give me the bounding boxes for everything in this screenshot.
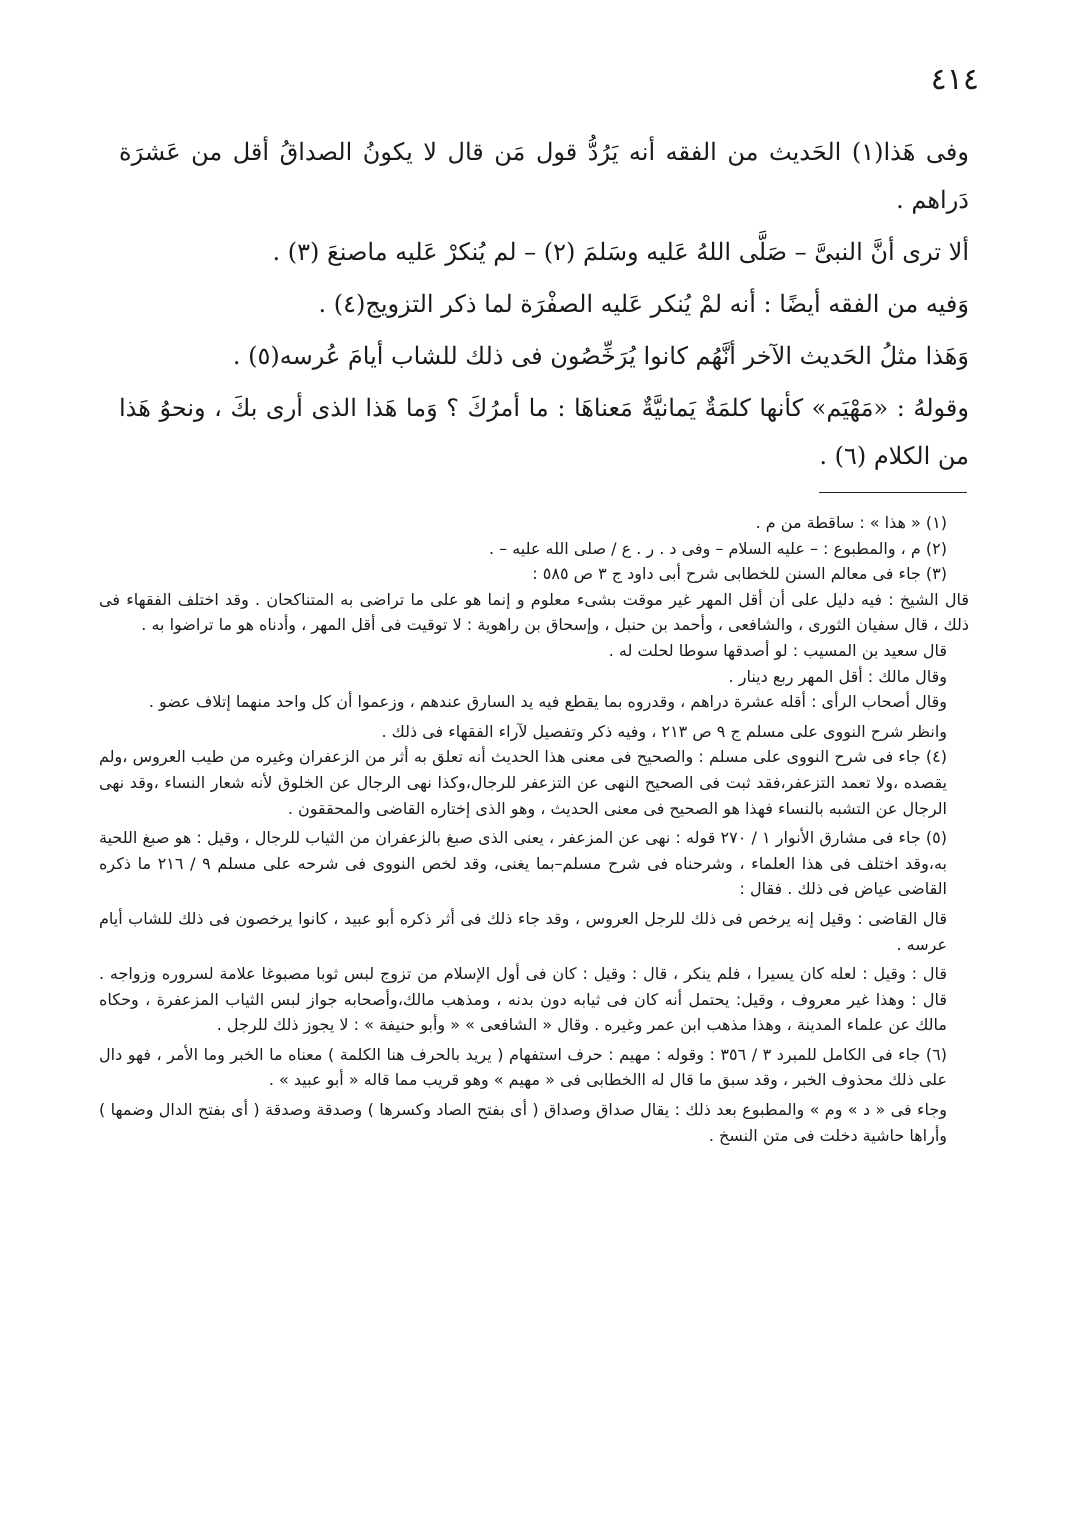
footnote-3-text: قال الشيخ : فيه دليل على أن أقل المهر غير موقت بشىء معلوم و إنما هو على ما تراضى به المتناكحان . وقد اختلف الفقهاء فى ذلك ، قال سفيان الثورى ، والشافعى ، وأحمد بن حنبل ، وإسحاق بن راهوية : لا توقيت فى أقل المهر ، وأدناه هو ما تراضوا به . [99, 589, 969, 635]
footnote-6: (٦) جاء فى الكامل للمبرد ٣ / ٣٥٦ : وقوله : مهيم : حرف استفهام ( يريد بالحرف هنا الكلمة ) معناه ما الخبر وما الأمر ، فهو دال على ذلك محذوف الخبر ، وقد سبق ما قال له االخطابى فى « مهيم » وهو قريب مما قاله « أبو عبيد » . [99, 1044, 948, 1090]
footnote-1: (١) « هذا » : ساقطة من م . [755, 513, 947, 532]
main-paragraph-2: ألا ترى أنَّ النبىَّ – صَلَّى اللهُ عَليه وسَلمَ (٢) – لم يُنكرْ عَليه ماصنعَ (٣) . [272, 238, 969, 266]
main-text-block [119, 128, 969, 480]
main-paragraph-3: وَفيه من الفقه أيضًا : أنه لمْ يُنكر عَليه الصفْرَة لما ذكر التزويج(٤) . [318, 290, 969, 318]
footnote-3-quote-3: وقال أصحاب الرأى : أقله عشرة دراهم ، وقدروه بما يقطع فيه يد السارق عندهم ، وزعموا أن كل واحد منهما إتلاف عضو . [148, 692, 947, 712]
footnote-3-reference: وانظر شرح النووى على مسلم ج ٩ ص ٢١٣ ، وفيه ذكر وتفصيل لآراء الفقهاء فى ذلك . [381, 721, 947, 741]
main-paragraph-1: وفى هَذا(١) الحَديث من الفقه أنه يَرُدُّ قول مَن قال لا يكونُ الصداقُ أقل من عَشرَة دَراهم . [119, 138, 969, 214]
footnote-5-continued: قال : وقيل : لعله كان يسيرا ، فلم ينكر ، قال : وقيل : كان فى أول الإسلام من تزوج لبس ثوبا مصبوغا علامة لسروره وزواجه . قال : وهذا غير معروف ، وقيل: يحتمل أنه كان فى ثيابه دون بدنه ، ومذهب مالك،وأصحابه جواز لبس الثياب المزعفرة ، وحكاه مالك عن علماء المدينة ، وهذا مذهب ابن عمر وغيره . وقال « الشافعى » « وأبو حنيفة » : لا يجوز ذلك للرجل . [99, 964, 947, 1035]
footnote-4: (٤) جاء فى شرح النووى على مسلم : والصحيح فى معنى هذا الحديث أنه تعلق به أثر من الزعفران وغيره من طيب العروس ،ولم يقصده ،ولا تعمد التزعفر،فقد ثبت فى الصحيح النهى عن التزعفر للرجال،وكذا نهى الرجال عن الخلوق لأنه شعار النساء ،وقد نهى الرجال عن التشبه بالنساء فهذا هو الصحيح فى معنى الحديث ، وهو الذى إختاره القاضى والمحققون . [99, 747, 947, 818]
footnote-3: (٣) جاء فى معالم السنن للخطابى شرح أبى داود ج ٣ ص ٥٨٥ : [532, 564, 947, 584]
footnote-2: (٢) م ، والمطبوع : – عليه السلام – وفى د . ر . ع / صلى الله عليه – . [488, 538, 947, 558]
footnote-5: (٥) جاء فى مشارق الأنوار ١ / ٢٧٠ قوله : نهى عن المزعفر ، يعنى الذى صبغ بالزعفران من الثياب للرجال ، وقيل : هو صبغ اللحية به،وقد اختلف فى هذا العلماء ، وشرحناه فى شرح مسلم–بما يغنى، وقد لخص النووى فى شرحه على مسلم ٩ / ٢١٦ ما ذكره القاضى عياض فى ذلك . فقال : [99, 828, 948, 899]
footnote-5-qadi: قال القاضى : وقيل إنه يرخص فى ذلك للرجل العروس ، وقد جاء ذلك فى أثر ذكره أبو عبيد ، كانوا يرخصون فى ذلك للشاب أيام عرسه . [99, 908, 947, 954]
footnote-6-continued: وجاء فى « د » وم » والمطبوع بعد ذلك : يقال صداق وصداق ( أى بفتح الصاد وكسرها ) وصدقة وصدقة ( أى بفتح الدال وضمها ) وأراها حاشية دخلت فى متن النسخ . [99, 1100, 947, 1145]
main-paragraph-4: وَهَذا مثلُ الحَديث الآخر أنَّهُم كانوا يُرَخِّصُون فى ذلك للشاب أيامَ عُرسه(٥) . [232, 342, 969, 370]
page-number: ٤١٤ [930, 62, 979, 97]
footnotes-block [99, 510, 969, 1148]
footnote-3-quote-1: قال سعيد بن المسيب : لو أصدقها سوطا لحلت له . [608, 640, 947, 660]
footnote-3-quote-2: وقال مالك : أقل المهر ربع دينار . [728, 666, 947, 686]
main-paragraph-5: وقولهُ : «مَهْيَم» كأنها كلمَةٌ يَمانيَّةٌ مَعناهَا : ما أمرُكَ ؟ وَما هَذا الذى أرى بكَ ، ونحوُ هَذا من الكلام (٦) . [119, 394, 969, 470]
footnote-divider [819, 492, 967, 493]
